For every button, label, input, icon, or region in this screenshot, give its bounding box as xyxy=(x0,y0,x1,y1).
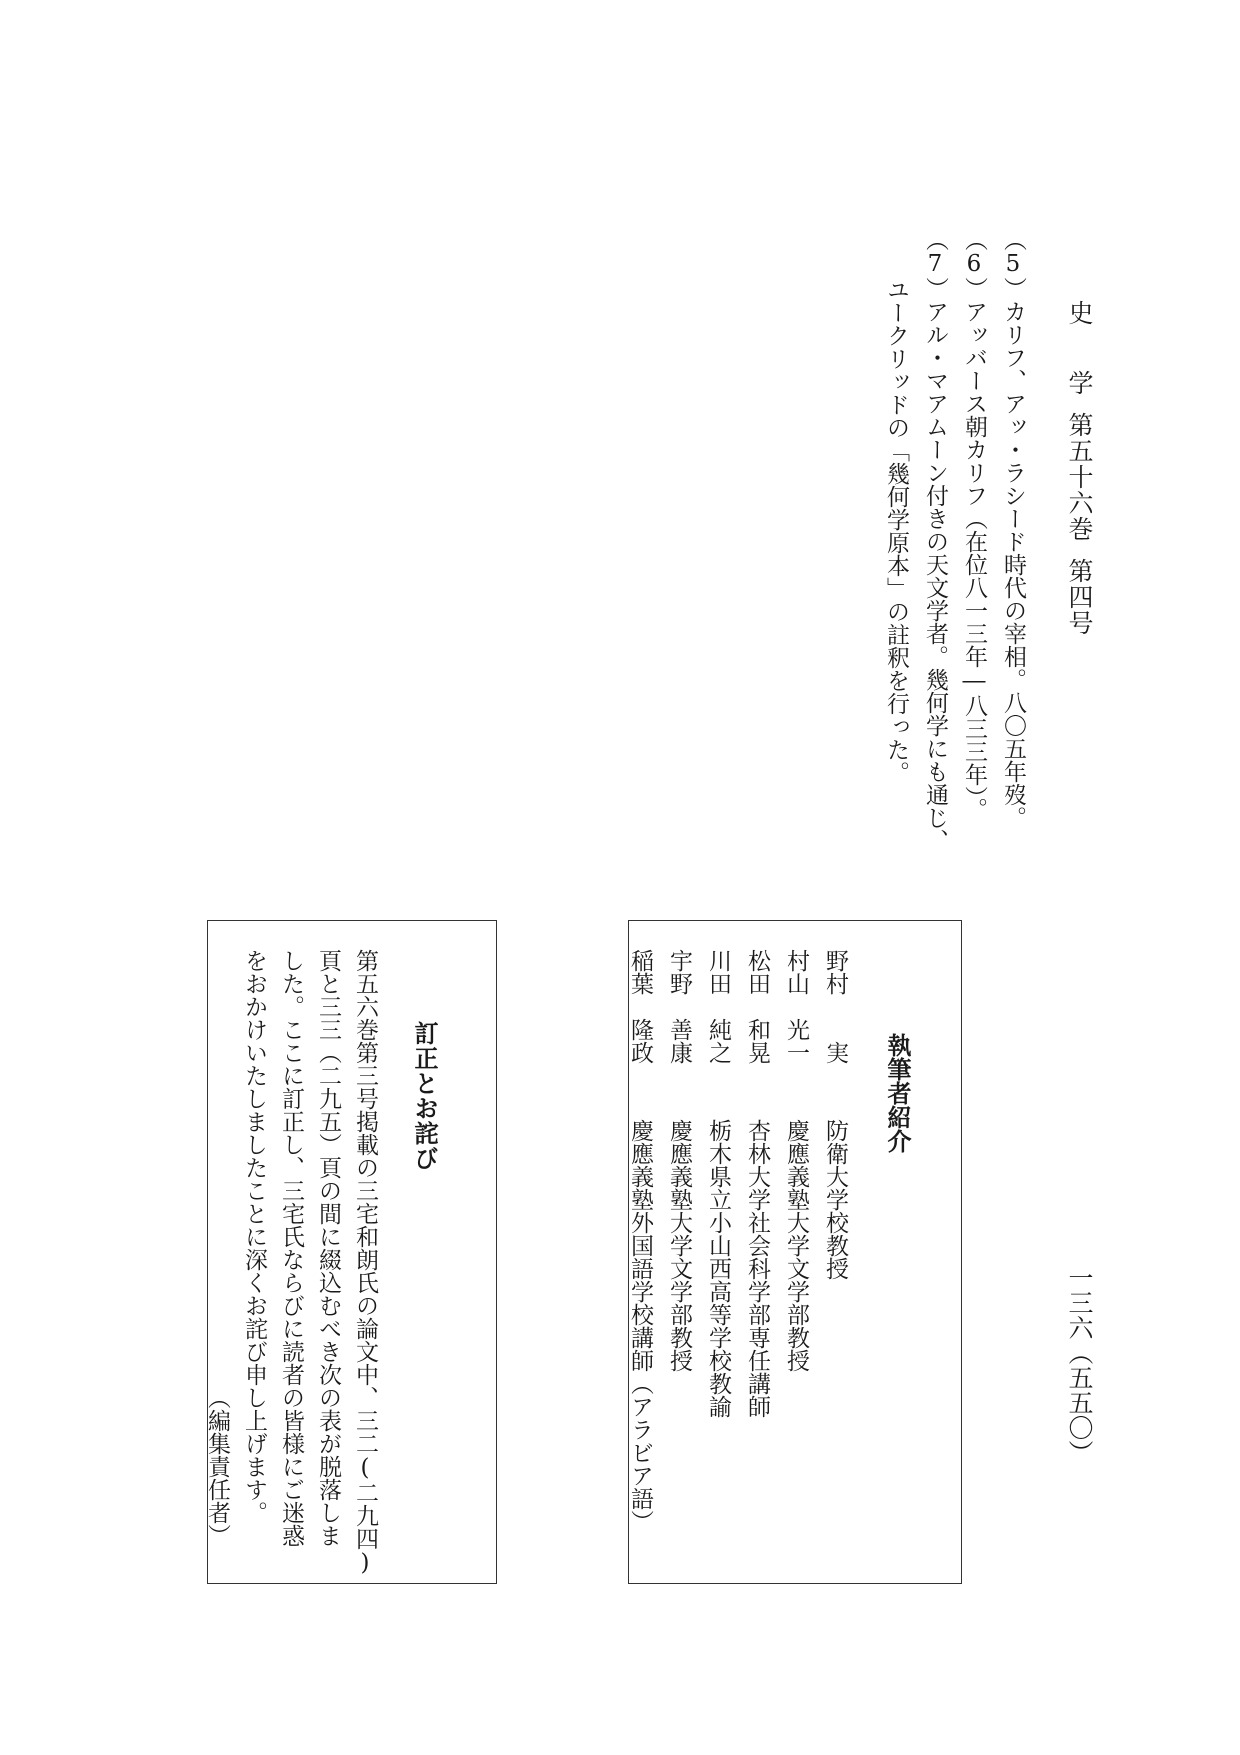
contributors-box xyxy=(628,920,962,1584)
footnote-text: アル・マアムーン付きの天文学者。幾何学にも通じ、 xyxy=(922,300,948,852)
contributor-affiliation: 杏林大学社会科学部専任講師 xyxy=(744,1119,770,1418)
errata-line: した。ここに訂正し、三宅氏ならびに読者の皆様にご迷惑 xyxy=(278,949,304,1547)
contributor-row xyxy=(784,949,807,1372)
footnote-number: （5） xyxy=(1000,228,1026,300)
contributor-row xyxy=(706,949,729,1418)
footnote-6 xyxy=(962,228,985,821)
footnote-number: （7） xyxy=(922,228,948,300)
footnote-7 xyxy=(923,228,946,852)
contributor-name: 稲葉 隆政 xyxy=(627,949,653,1064)
contributor-row xyxy=(823,949,846,1280)
contributor-affiliation: 慶應義塾外国語学校講師（アラビア語） xyxy=(627,1119,653,1533)
contributor-name: 松田 和晃 xyxy=(744,949,770,1064)
contributor-row xyxy=(667,949,690,1372)
footnote-number: （6） xyxy=(961,228,987,300)
contributor-row xyxy=(745,949,768,1418)
errata-line: をおかけいたしましたことに深くお詫び申し上げます。 xyxy=(241,949,267,1524)
contributor-affiliation: 栃木県立小山西高等学校教諭 xyxy=(705,1119,731,1418)
contributors-title: 執筆者紹介 xyxy=(883,1033,911,1153)
journal-title-1: 史 xyxy=(1065,300,1094,326)
errata-line: 第五六巻第三号掲載の三宅和朗氏の論文中、三二(二九四) xyxy=(352,949,378,1576)
errata-line: 頁と三三（二九五）頁の間に綴込むべき次の表が脱落しま xyxy=(315,949,341,1547)
contributor-name: 村山 光一 xyxy=(783,949,809,1064)
errata-box xyxy=(204,920,497,1584)
footnote-7-continuation: ユークリッドの「幾何学原本」の註釈を行った。 xyxy=(883,278,909,784)
errata-title: 訂正とお詫び xyxy=(410,1021,438,1171)
contributor-name: 川田 純之 xyxy=(705,949,731,1064)
errata-signature: （編集責任者） xyxy=(204,1386,230,1547)
running-header xyxy=(1067,300,1092,636)
journal-title-2: 学 xyxy=(1065,370,1094,396)
footnote-text: カリフ、アッ・ラシード時代の宰相。八〇五年歿。 xyxy=(1000,300,1026,829)
issue-label: 第四号 xyxy=(1065,558,1094,636)
contributor-row xyxy=(628,949,651,1533)
contributor-affiliation: 防衛大学校教授 xyxy=(822,1119,848,1280)
contributor-affiliation: 慶應義塾大学文学部教授 xyxy=(666,1119,692,1372)
page-number: 一三六（五五〇） xyxy=(1065,1265,1094,1465)
footnote-5 xyxy=(1001,228,1024,829)
contributor-name: 野村 実 xyxy=(822,949,848,1064)
contributor-name: 宇野 善康 xyxy=(666,949,692,1064)
footnote-text: アッバース朝カリフ（在位八一三年―八三三年）。 xyxy=(961,300,987,821)
volume-label: 第五十六巻 xyxy=(1065,412,1094,542)
contributor-affiliation: 慶應義塾大学文学部教授 xyxy=(783,1119,809,1372)
